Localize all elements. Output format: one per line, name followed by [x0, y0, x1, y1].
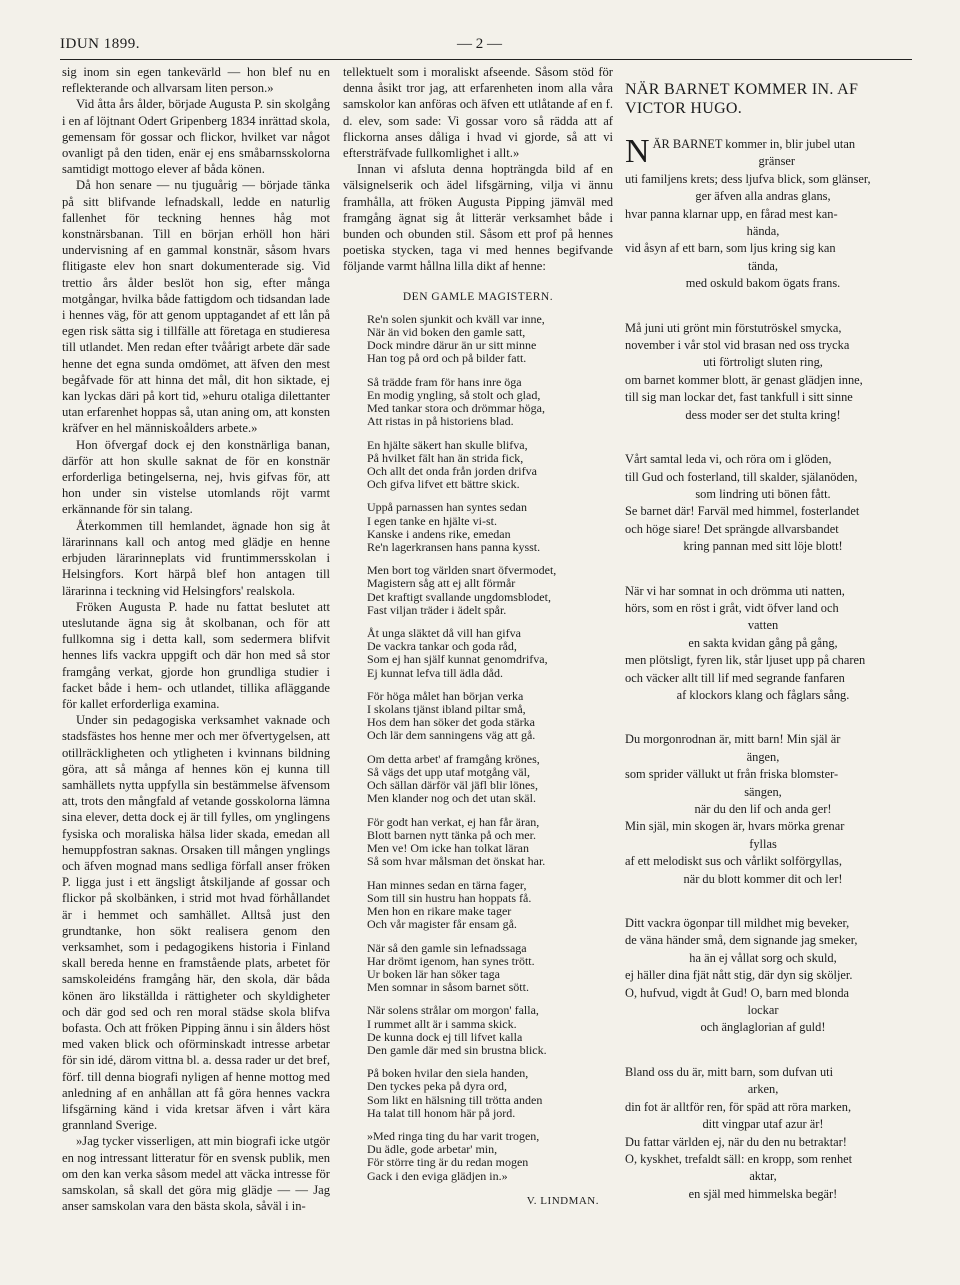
- stanza: [625, 320, 901, 424]
- page-header: [60, 33, 912, 60]
- poem-line: uti förtroligt sluten ring,: [703, 355, 823, 370]
- stanza: [625, 133, 901, 293]
- stanza: [367, 879, 613, 931]
- paragraph: Hon öfvergaf dock ej den konstnärliga banan, därför att hon skulle saknat de för en konstnär erforderliga betingelserna, nej, hvis gifvas för, att hon under sin vistelse utomlands röjt varmt erkännande för sin talang.: [62, 437, 330, 517]
- poem-line: och änglaglorian af guld!: [700, 1020, 826, 1035]
- poem-line: tända,: [748, 258, 778, 273]
- poem-line: och höge siare! Det sprängde allvarsbandet: [625, 521, 839, 536]
- poem-line: om barnet kommer blott, är genast glädjen inne,: [625, 372, 863, 387]
- poem-line: Du ädle, gode arbetar' min,: [367, 1142, 498, 1157]
- poem-line: Så som hvar målsman det önskat har.: [367, 854, 546, 869]
- stanza: [625, 731, 901, 888]
- paragraph: Vid åtta års ålder, började Augusta P. sin skolgång i en af löjtnant Odert Gripenberg 1834 inrättad skola, gemensam för gossar och flickor, hvilket var något ovanligt på den tiden, enär ej ens småbarnsskolorna samtidigt mottogo elever af båda könen.: [62, 97, 331, 177]
- poem-line: af ett melodiskt sus och vårlikt solförgyllas,: [625, 854, 842, 869]
- poem-line: när du blott kommer dit och ler!: [683, 871, 843, 886]
- journal-title: IDUN 1899.: [60, 36, 140, 52]
- poem-line: men plötsligt, fyren lik, står ljuset upp på charen: [625, 653, 866, 668]
- poem-line: »Med ringa ting du har varit trogen,: [367, 1129, 540, 1144]
- biography-column: [62, 64, 330, 1214]
- paragraph: Då hon senare — nu tjuguårig — började tänka på sitt blifvande lefnadskall, ledde en naturlig fallenhet för teckning hennes håg mot konstnärsbanan. Till en början erhöll hon häri undervisning af en gammal konstnär, såsom hvars flitigaste elev hon snart dokumenterade sig. Vid trettio års ålder beslöt hon sig, efter många motgångar, hvilka både fattigdom och tidsandan lade i hennes väg, för att genom upptagandet af ett lån på egen risk sätta sig i tillfälle att företaga en studieresa till utlandet. Men redan efter tvåårigt arbete där sade henne det egna sunda omdömet, att äfven den mest begåfvade för att hinna det mål, dit hon siktade, ej kan lyckas däri på kort tid, »ehuru otaliga dilettanter utan erfarenhet hoppas så, utan aning om, att konsten kräfver en hel människoålders arbete.»: [62, 178, 330, 436]
- poem-line: I egen tanke en hjälte vi-st.: [367, 513, 497, 528]
- poem-line: vatten: [747, 618, 779, 633]
- poem-line: din fot är alltför ren, för späd att röra marken,: [625, 1099, 852, 1114]
- paragraph: sig inom sin egen tankevärld — hon blef nu en reflekterande och allvarsam liten person.»: [62, 65, 330, 96]
- poem-line: Magistern såg att ej allt förmår: [367, 576, 516, 591]
- poem-line: Du morgonrodnan är, mitt barn! Min själ är: [625, 732, 841, 747]
- stanza: [367, 376, 613, 428]
- page-number: — 2 —: [457, 36, 502, 52]
- paragraph: Fröken Augusta P. hade nu fattat beslutet att uteslutande ägna sig åt skolbanan, och för att fullkomna sig i detta kall, som sedermera blifvit hennes lifs vackra uppgift och där hon med så stor framgång verkat, gjorde hon grundliga studier i facket både i hem- och utlandet, tillika afläggande för kallet erforderliga examina.: [62, 599, 330, 711]
- poem-line: Men hon en rikare make tager: [367, 903, 512, 918]
- poem-line: november i vår stol vid brasan ned oss trycka: [625, 338, 850, 353]
- poem-line: med oskuld bakom ögats frans.: [685, 276, 841, 291]
- poem-line: hörs, som en röst i gråt, vidt öfver land och: [625, 600, 839, 615]
- paragraph: Återkommen till hemlandet, ägnade hon sig åt lärarinnans kall och antog med glädje en henne erbjuden lärarinneplats vid fruntimmersskolan i Helsingfors. Kort härpå blef hon antagen till lärarinna i teckning vid Helsingfors' realskola.: [62, 518, 330, 598]
- poem-line: När så den gamle sin lefnadssaga: [367, 940, 527, 955]
- poem-line: ger äfven alla andras glans,: [695, 189, 831, 204]
- poem-line: Vårt samtal leda vi, och röra om i glöden,: [625, 452, 832, 467]
- poem-line: Som ej han själf kunnat genomdrifva,: [367, 652, 548, 667]
- poem-line: dess moder ser det stulta kring!: [685, 407, 841, 422]
- article-title: NÄR BARNET KOMMER IN. AF VICTOR HUGO.: [625, 81, 859, 117]
- poem-line: Som likt en hälsning till trötta anden: [367, 1092, 543, 1107]
- stanza: [367, 564, 613, 616]
- poem-line: ej häller dina fjät nått stig, där dyn sig sköljer.: [625, 968, 853, 983]
- poem-line: När än vid boken den gamle satt,: [367, 324, 526, 339]
- stanza: [367, 1067, 613, 1119]
- poem-line: Men klander nog och det utan skäl.: [367, 791, 536, 806]
- poem-line: Min själ, min skogen är, hvars mörka grenar: [625, 819, 845, 834]
- poem-line: Och allt det onda från jorden drifva: [367, 463, 537, 478]
- stanza: [367, 816, 613, 868]
- poem-line: Bland oss du är, mitt barn, som dufvan uti: [625, 1064, 834, 1079]
- poem-line: Det kraftigt svallande ungdomsblodet,: [367, 589, 551, 604]
- poem-line: O, hufvud, vigdt åt Gud! O, barn med blonda: [625, 985, 850, 1000]
- poem-line: till sig man lockar det, fast tankfull i sitt sinne: [625, 390, 853, 405]
- stanza: [625, 1064, 901, 1203]
- stanza: [367, 753, 613, 805]
- poem-line: uti familjens krets; dess ljufva blick, som glänser,: [625, 171, 871, 186]
- poem-line: Med tankar stora och drömmar höga,: [367, 400, 545, 415]
- poem-line: en sakta kvidan gång på gång,: [688, 635, 838, 650]
- paragraph: Under sin pedagogiska verksamhet vaknade och stadsfästes hos henne mer och mer öfvertygelsen, att otillräckligheten och ytligheten i kvinnans bildning göra, att så många af hennes kön ej kunna till samhällets nytta uppfylla sin bestämmelse äfvensom att, trots den mångfald af vetande gosskolorna lämna sina elever, detta dock ej är till fylles, om ynglingens fysiska och moraliska hälsa lider skada, emedan all hemuppfostran saknas. Orsaken till mången ynglings och äfven mognad mans sedliga förfall anser fröken P. ligga just i ett ängsligt åtskiljande af gossar och flickor på skolbänken, i strid mot hvad förhållandet är i hemmet och samhället. Alltså just den grundtanke, hon sökt realisera genom den verksamhet, som i pedagogikens historia i Finland skall bereda henne en framstående plats, arbetet för samskoleidéns framgång här, den skola, där båda könen äro likställda i rättigheter och skyldigheter och där god sed och ren moral städse skola blifva bofasta. Och att fröken Pipping ännu i sin ålders höst med vaken blick och oförminskadt intresse arbetar för sin idé, därom vittna bl. a. dessa rader ur det bref, förf. till denna biografi nyligen af henne mottog med anledning af en anhållan att få göra hennes vackra lifsgärning känd i vida kretsar äfven i vårt kära grannland Sverige.: [62, 713, 330, 1133]
- poem-line: För höga målet han början verka: [367, 689, 524, 704]
- poem-line: hvar panna klarnar upp, en fårad mest kan-: [625, 206, 838, 221]
- poem-line: ÄR BARNET kommer in, blir jubel utan: [652, 137, 856, 151]
- poem-line: Som till sin hustru han hoppats få.: [367, 890, 532, 905]
- stanza: [367, 1004, 613, 1056]
- poem-line: Han tog på ord och på bilder fatt.: [367, 351, 527, 366]
- poem-line: aktar,: [749, 1169, 777, 1184]
- poem-line: På boken hvilar den siela handen,: [367, 1066, 529, 1081]
- poem-line: Och sällan därför väl jäfl blir lönes,: [367, 778, 538, 793]
- poem-line: och väcker allt till lif med segrande fanfaren: [625, 670, 845, 685]
- poem-title: DEN GAMLE MAGISTERN.: [402, 290, 554, 303]
- poem-line: En hjälte säkert han skulle blifva,: [367, 437, 528, 452]
- paragraph: Innan vi afsluta denna hopträngda bild af en välsignelserik och ädel lifsgärning, vilja vi ännu framhålla, att fröken Augusta Pipping jämväl med framgång ägnat sig åt litterär verksamhet både i bunden och obunden stil. Såsom ett prof på hennes poetiska stycken, taga vi med hennes begifvande följande varmt hållna lilla dikt af henne:: [343, 162, 613, 274]
- poem-line: Kanske i andens rike, emedan: [367, 526, 511, 541]
- stanza: [367, 501, 613, 553]
- poem-line: de väna händer små, dem signande jag smeker,: [625, 933, 858, 948]
- poem-line: en själ med himmelska begär!: [688, 1186, 838, 1201]
- drop-cap: N: [625, 133, 650, 170]
- paragraph: tellektuelt som i moraliskt afseende. Såsom stöd för denna åsikt tror jag, att erfarenheten inom alla våra samskolor kan anföras och äfven ett utlåtande af en f. d. elev, som sade: Vi gossar voro så rädda att af flickorna anses dåliga i hvad vi gjorde, så att vi eftersträfvade fullkomlighet i allt.»: [343, 65, 613, 161]
- poem-line: De vackra tankar och goda råd,: [367, 639, 517, 654]
- poem-line: Och gifva lifvet ett bättre skick.: [367, 476, 520, 491]
- poem-line: I skolans tjänst ibland piltar små,: [367, 702, 526, 717]
- poem-line: I rummet allt är i samma skick.: [367, 1016, 517, 1031]
- poem-line: arken,: [747, 1082, 779, 1097]
- poem-line: Åt unga släktet då vill han gifva: [367, 626, 521, 641]
- poem-line: För större ting är du redan mogen: [367, 1155, 529, 1170]
- stanza: [367, 942, 613, 994]
- poem-line: hända,: [746, 224, 780, 239]
- poem-line: Uppå parnassen han syntes sedan: [367, 500, 527, 515]
- poem-line: Ej kunnat lefva till ädla dåd.: [367, 665, 503, 680]
- poem-line: lockar: [747, 1003, 779, 1018]
- poem-line: Så trädde fram för hans inre öga: [367, 374, 522, 389]
- poem-line: Ur boken lär han söker taga: [367, 966, 500, 981]
- poem-line: Har drömt igenom, han synes trött.: [367, 953, 535, 968]
- poem-line: kring pannan med sitt löje blott!: [683, 539, 843, 554]
- poem-line: För godt han verkat, ej han får äran,: [367, 814, 540, 829]
- poem-line: vid åsyn af ett barn, som ljus kring sig kan: [625, 241, 836, 256]
- paragraph: »Jag tycker visserligen, att min biografi icke utgör en nog intressant litteratur för en svensk publik, men om den kan verka såsom medel att väcka intresse för samskolan, så skall det göra mig glädje — — Jag anser samskolan vara den bästa skola, såväl i in-: [62, 1134, 330, 1214]
- poem-line: Du fattar världen ej, när du den nu betraktar!: [625, 1134, 847, 1149]
- poem-line: Att ristas in på historiens blad.: [367, 414, 514, 428]
- poem-line: Re'n solen sjunkit och kväll var inne,: [367, 311, 545, 326]
- poem-line: Men somnar in såsom barnet sött.: [367, 979, 529, 994]
- poem-line: sängen,: [744, 784, 782, 799]
- poem-line: De kunna dock ej till lifvet kalla: [367, 1029, 523, 1044]
- poem-line: af klockors klang och fåglars sång.: [676, 687, 850, 702]
- stanza: [367, 1130, 613, 1182]
- poem-line: O, kyskhet, trefaldt säll: en kropp, som renhet: [625, 1151, 853, 1166]
- stanza: [367, 313, 613, 365]
- poem-line: gränser: [758, 154, 796, 169]
- poem-line: Blott barnen nytt tänka på och mer.: [367, 827, 536, 842]
- biography-poem-column: [343, 64, 613, 1209]
- poem-line: Den gamle där med sin brustna blick.: [367, 1042, 547, 1057]
- poem-line: Ditt vackra ögonpar till mildhet mig beveker,: [625, 916, 850, 931]
- poem-line: som lindring uti bönen fått.: [695, 486, 831, 501]
- stanza: [625, 583, 901, 705]
- poem-line: Den tyckes peka på dyra ord,: [367, 1079, 507, 1094]
- stanza: [367, 690, 613, 742]
- poem-line: När solens strålar om morgon' falla,: [367, 1003, 539, 1018]
- poem-line: Se barnet där! Farväl med himmel, fosterlandet: [625, 504, 860, 519]
- poem-line: Hos dem han söker det goda stärka: [367, 715, 535, 730]
- poem-line: En modig yngling, så stolt och glad,: [367, 387, 541, 402]
- poem-line: Om detta arbet' af framgång krönes,: [367, 751, 540, 766]
- poem-line: Men ve! Om icke han tolkat läran: [367, 841, 529, 856]
- stanza: [625, 915, 901, 1037]
- poem-line: ha än ej vållat sorg och skuld,: [689, 950, 837, 965]
- poem-line: ängen,: [746, 749, 780, 764]
- poem-line: ditt vingpar utaf azur är!: [702, 1117, 824, 1132]
- poem-line: Han minnes sedan en tärna fager,: [367, 877, 527, 892]
- poem-line: Må juni uti grönt min förstutröskel smycka,: [625, 320, 842, 335]
- poem-body: [343, 313, 613, 1183]
- poem-line: Och vår magister får ensam gå.: [367, 917, 517, 931]
- poem-line: fyllas: [749, 836, 777, 851]
- victor-hugo-poem-column: [625, 64, 901, 1230]
- poem-line: Och lär dem sanningens väg att gå.: [367, 728, 536, 743]
- stanza: [367, 439, 613, 491]
- poem-line: när du den lif och anda ger!: [694, 802, 832, 816]
- poem-line: Dock mindre därur än ur sitt minne: [367, 338, 537, 353]
- poem-line: Men bort tog världen snart öfvermodet,: [367, 563, 557, 578]
- poem-line: Gack i den eviga glädjen in.»: [367, 1168, 508, 1183]
- poem-line: Så vägs det upp utaf motgång väl,: [367, 765, 530, 780]
- poem-signature: V. LINDMAN.: [526, 1195, 599, 1208]
- poem-line: som sprider vällukt ut från friska blomster-: [625, 767, 839, 782]
- poem-line: Fast viljan träder i ädelt spår.: [367, 602, 507, 617]
- poem-line: till Gud och fosterland, till skalder, själanöden,: [625, 469, 858, 484]
- poem-body: [625, 133, 901, 1203]
- poem-line: När vi har somnat in och drömma uti natten,: [625, 583, 845, 598]
- poem-line: Re'n lagerkransen hans panna kysst.: [367, 539, 541, 554]
- stanza: [625, 451, 901, 555]
- poem-line: Ha talat till honom här på jord.: [367, 1105, 516, 1120]
- stanza: [367, 627, 613, 679]
- poem-line: På hvilket fält han än strida fick,: [367, 450, 524, 465]
